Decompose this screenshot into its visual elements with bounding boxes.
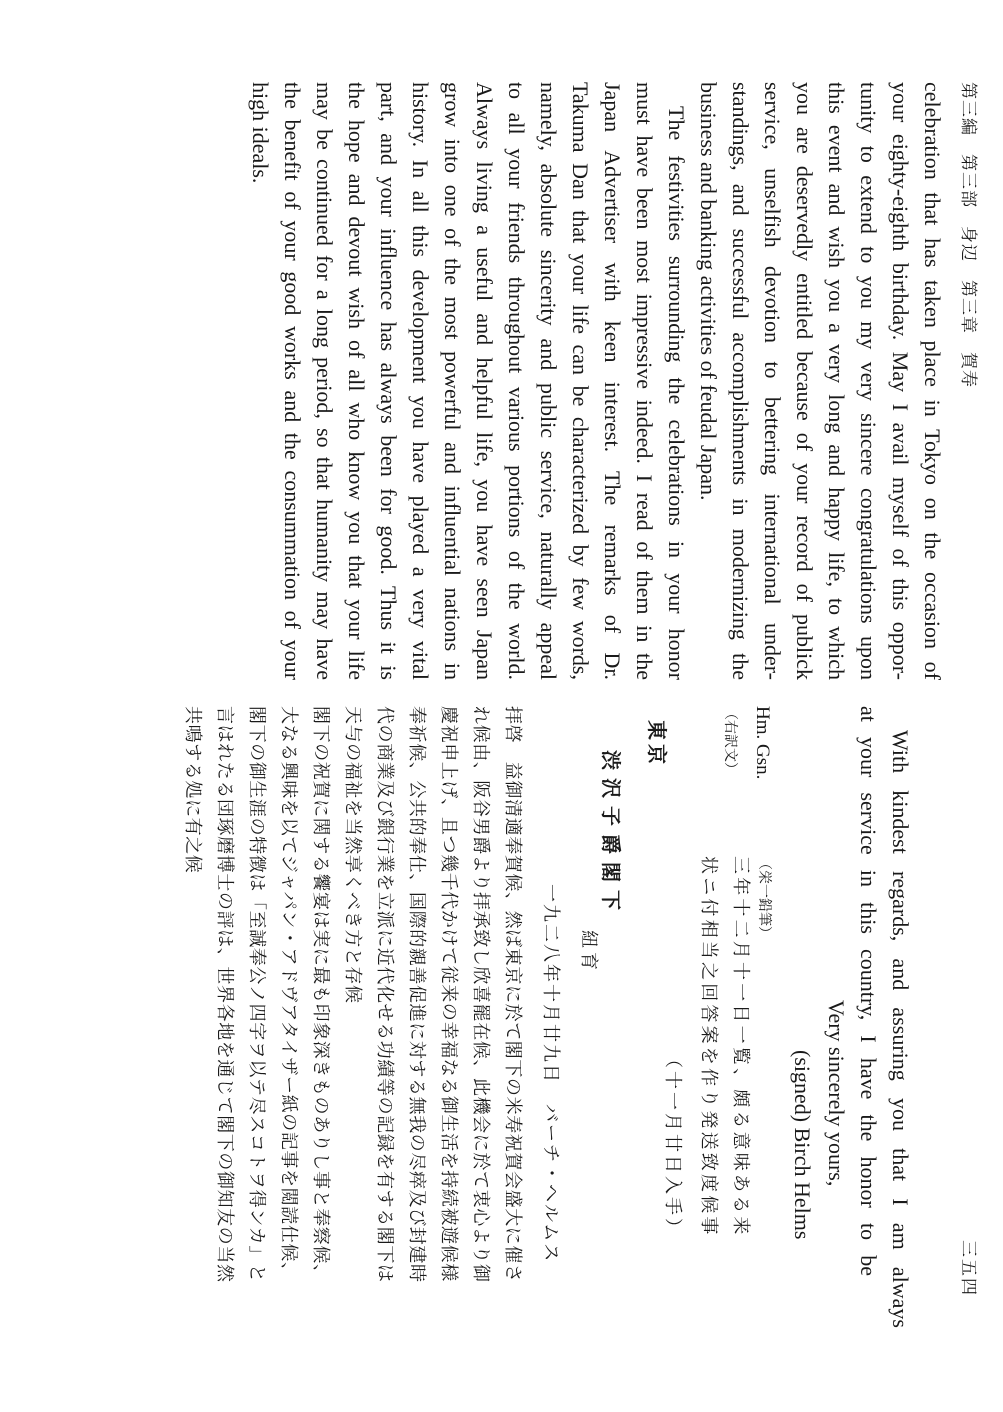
closing-line: With kindest regards, and assuring you that I am always — [888, 730, 913, 1328]
jp-text-line: 閣下の祝賀に関する饗宴は実に最も印象深きものありし事と奉察候、 — [310, 706, 331, 1283]
place-tokyo: 東京 — [645, 720, 669, 768]
running-title: 第三編 第三部 身辺 第三章 賀寿 — [958, 82, 978, 388]
jp-text-line: 言はれたる団琢磨博士の評は、世界各地を通じて閣下の御知友の当然 — [214, 706, 235, 1283]
pencil-note-line: 三年十二月十一日一覧、頗る意味ある来 — [730, 856, 751, 1238]
text-line: this event and wish you a very long and happy life, to which — [824, 82, 849, 680]
text-line: to all your friends throughout various portions of the world. — [504, 82, 529, 680]
text-line: Takuma Dan that your life can be characterized by few words, — [568, 82, 593, 680]
date-sender: 一九二八年十月廿九日 バーチ・ヘルムス — [540, 884, 561, 1264]
jp-text-line: 天与の福祉を当然享くべき方と存候 — [342, 706, 363, 1004]
addressee: 渋沢子爵閣下 — [599, 750, 623, 918]
text-line: tunity to extend to you my very sincere congratulations upon — [856, 82, 881, 680]
pencil-note-label: （栄一鉛筆） — [756, 856, 772, 940]
recipient-initials: Hm. Gsn. — [752, 706, 773, 780]
pencil-note-line: 状ニ付相当之回答案を作り発送致度候事 — [698, 856, 719, 1238]
received-date: （十一月廿日入手） — [662, 1050, 683, 1239]
text-line: the hope and devout wish of all who know you that your life — [344, 82, 369, 680]
place-newyork: 紐育 — [578, 930, 599, 974]
jp-text-line: 奉祈候、公共的奉仕、国際的親善促進に対する無我の尽瘁及び封建時 — [406, 706, 427, 1283]
text-line: the benefit of your good works and the consummation of your — [280, 82, 305, 680]
text-line: part, and your influence has always been for good. Thus it is — [376, 82, 401, 680]
signature: (signed) Birch Helms — [790, 1050, 815, 1240]
text-line: grow into one of the most powerful and influential nations in — [440, 82, 465, 680]
complimentary-close: Very sincerely yours, — [824, 1000, 849, 1187]
text-line: you are deservedly entitled because of your record of publick — [792, 82, 817, 680]
jp-text-line: 代の商業及び銀行業を立派に近代化せる功績等の記録を有する閣下は — [374, 706, 395, 1283]
text-line: service, unselfish devotion to bettering international under- — [760, 82, 785, 680]
text-line: must have been most impressive indeed. I read of them in the — [632, 82, 657, 680]
text-line: celebration that has taken place in Tokyo on the occasion of — [920, 82, 945, 680]
text-line: The festivities surrounding the celebrations in your honor — [664, 106, 689, 680]
jp-text-line: 共鳴する処に有之候 — [182, 706, 203, 874]
closing-line: at your service in this country, I have the honor to be — [856, 706, 881, 1276]
jp-text-line: 大なる興味を以てジャパン・アドヴアタイザー紙の記事を閲読仕候、 — [278, 706, 299, 1281]
text-line: high ideals. — [248, 82, 273, 184]
text-line: Always living a useful and helpful life, you have seen Japan — [472, 82, 497, 680]
jp-text-line: 拝啓 益御清適奉賀候、然ば東京に於て閣下の米寿祝賀会盛大に催さ — [502, 706, 523, 1283]
jp-text-line: 閣下の御生涯の特徴は「至誠奉公ノ四字ヲ以テ尽スコトヲ得ンカ」と — [246, 706, 267, 1283]
text-line: Japan Advertiser with keen interest. The remarks of Dr. — [600, 82, 625, 680]
text-line: your eighty-eighth birthday. May I avail myself of this oppor- — [888, 82, 913, 680]
translation-label: （右訳文） — [722, 706, 738, 776]
jp-text-line: 慶祝申上げ、且つ幾千代かけて従来の幸福なる御生活を持続被遊候様 — [438, 706, 459, 1282]
text-line: history. In all this development you have played a very vital — [408, 82, 433, 680]
text-line: namely, absolute sincerity and public service, naturally appeal — [536, 82, 561, 680]
text-line: may be continued for a long period, so that humanity may have — [312, 82, 337, 680]
jp-text-line: れ候由、阪谷男爵より拝承致し欣喜罷在候、此機会に於て衷心より御 — [470, 706, 491, 1283]
text-line: business and banking activities of feudal Japan. — [696, 82, 721, 501]
text-line: standings, and successful accomplishments in modernizing the — [728, 82, 753, 680]
page-number: 三五四 — [958, 1240, 978, 1297]
